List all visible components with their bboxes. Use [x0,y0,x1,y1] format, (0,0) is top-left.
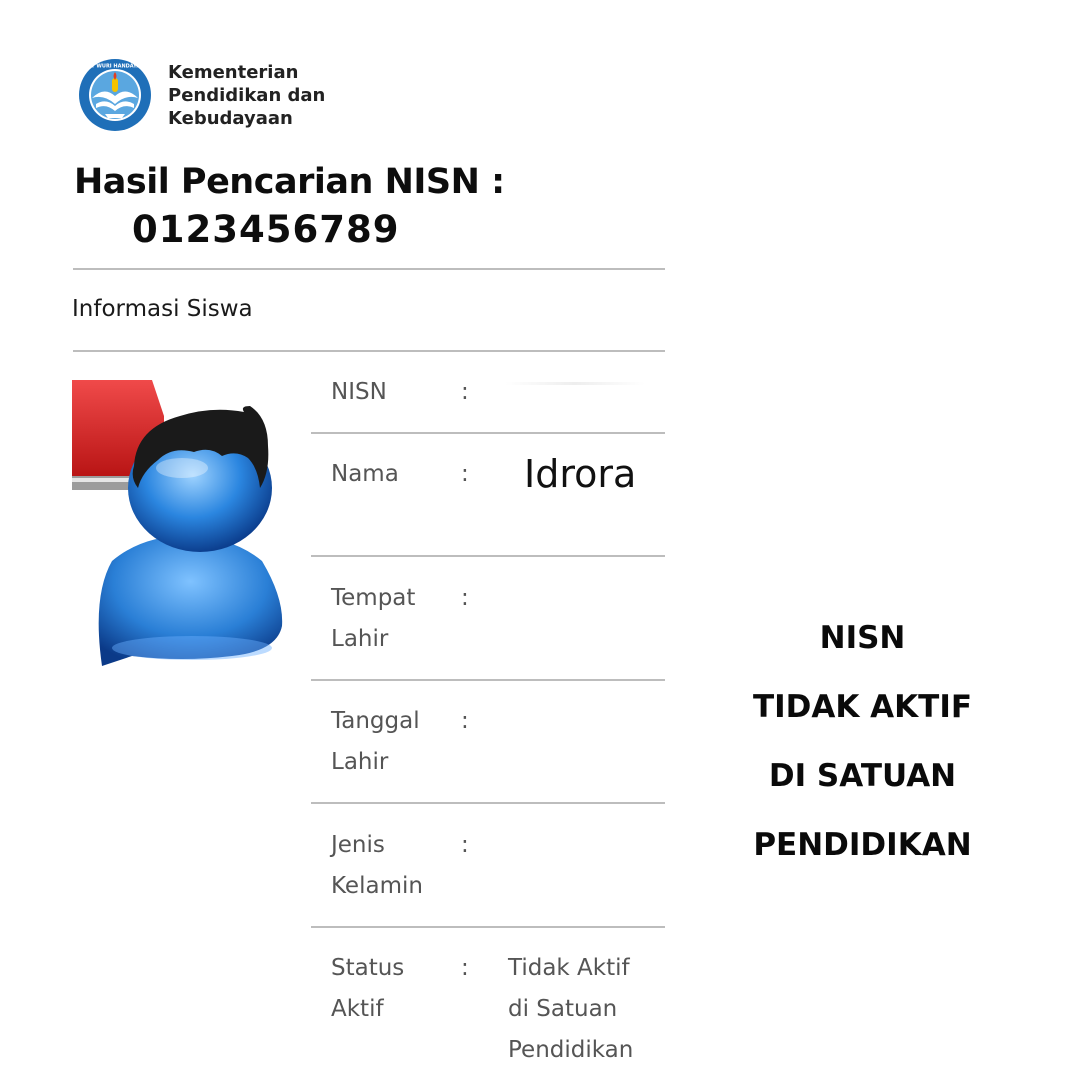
field-value-nama: Idrora [524,452,637,496]
ministry-name-line-3: Kebudayaan [168,107,293,129]
divider [73,268,665,270]
field-value-nisn-redacted [505,382,645,385]
ministry-name [168,61,325,130]
field-label-line: Jenis [331,832,385,858]
field-label-line: Status [331,955,405,981]
field-value-line: di Satuan [508,996,618,1022]
logo-ring-text: TUT WURI HANDAYANI [83,63,147,70]
field-colon: : [461,585,469,611]
section-title: Informasi Siswa [72,296,253,322]
field-label-line: Aktif [331,996,384,1022]
field-label-nisn: NISN [331,379,387,405]
user-avatar-icon [72,376,292,666]
field-colon: : [461,832,469,858]
field-label-jenis-kelamin [331,825,451,907]
divider [311,555,665,557]
field-colon: : [461,955,469,981]
field-label-tanggal-lahir [331,701,451,783]
searched-nisn: 0123456789 [132,208,400,251]
ministry-name-line-1: Kementerian [168,61,299,83]
divider [311,802,665,804]
ministry-header [78,58,325,132]
field-label-line: Tanggal [331,708,420,734]
divider [311,432,665,434]
field-colon: : [461,461,469,487]
field-label-line: Lahir [331,626,389,652]
field-label-tempat-lahir [331,578,451,660]
field-value-line: Tidak Aktif [508,955,630,981]
field-value-status-aktif [508,948,658,1071]
field-label-status-aktif [331,948,451,1030]
kemdikbud-logo-icon [78,58,152,132]
status-callout-line-4: PENDIDIKAN [753,827,972,863]
field-label-line: Tempat [331,585,416,611]
field-value-line: Pendidikan [508,1037,634,1063]
field-label-line: Lahir [331,749,389,775]
status-callout-line-1: NISN [819,620,906,656]
page-title: Hasil Pencarian NISN : [74,162,505,202]
divider [311,926,665,928]
status-callout [740,604,985,880]
divider [311,679,665,681]
field-colon: : [461,379,469,405]
field-label-line: Kelamin [331,873,423,899]
divider [73,350,665,352]
field-colon: : [461,708,469,734]
ministry-name-line-2: Pendidikan dan [168,84,326,106]
field-label-nama: Nama [331,461,399,487]
status-callout-line-2: TIDAK AKTIF [752,689,973,725]
status-callout-line-3: DI SATUAN [768,758,957,794]
